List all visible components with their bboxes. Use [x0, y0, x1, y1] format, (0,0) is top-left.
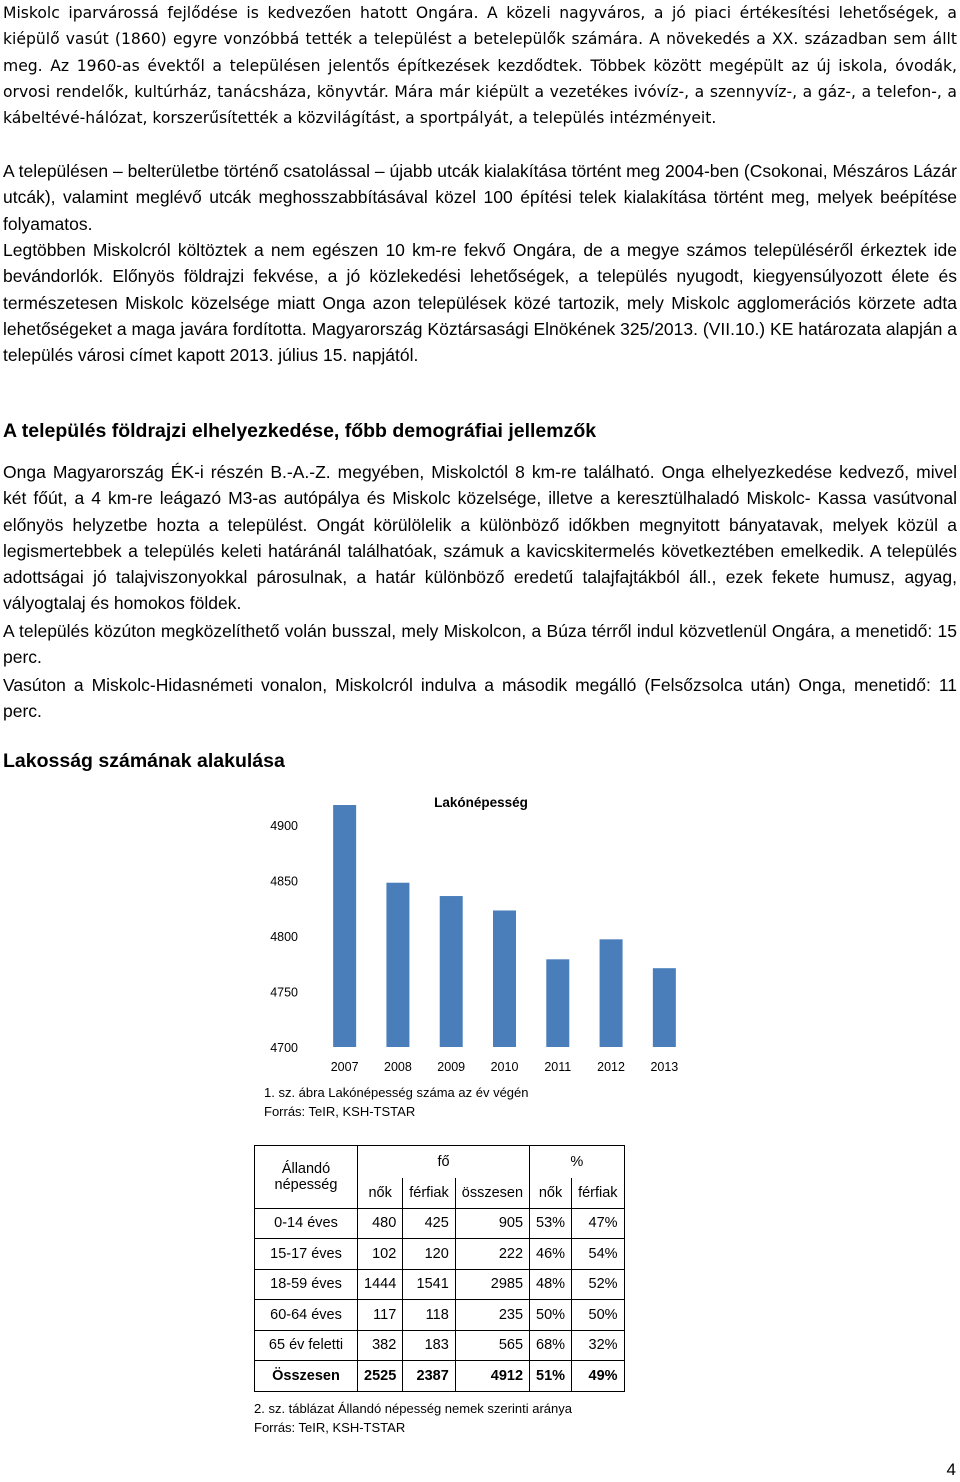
table-subheader: férfiak — [403, 1178, 456, 1208]
table-cell: 53% — [530, 1208, 572, 1239]
population-bar-chart — [3, 0, 960, 1090]
chart-source: Forrás: TeIR, KSH-TSTAR — [264, 1104, 416, 1119]
table-row-label: 15-17 éves — [255, 1239, 358, 1270]
table-row-label: 0-14 éves — [255, 1208, 358, 1239]
table-cell: 120 — [403, 1239, 456, 1270]
bar — [546, 959, 569, 1047]
intro-paragraph-1: Miskolc iparvárossá fejlődése is kedvezően hatott Ongára. A közeli nagyváros, a jó piaci értékesítési lehetőségek, a kiépülő vasút (1860) egyre vonzóbbá tették a települést a betelepülők számára. A növekedés a XX. században sem állt meg. Az 1960-as évektől a településen jelentős építkezések kezdődtek. Többek között megépült az új iskola, óvodák, orvosi rendelők, kultúrház, tanácsháza, könyvtár. Mára már kiépült a vezetékes ivóvíz-, a szennyvíz-, a gáz-, a telefon-, a kábeltévé-hálózat, korszerűsítették a közvilágítást, a sportpályát, a település intézményeit. — [3, 4, 957, 128]
table-total-row — [255, 1361, 625, 1392]
table-subheader: nők — [358, 1178, 403, 1208]
table-cell: 1444 — [358, 1269, 403, 1300]
y-tick-label: 4700 — [270, 1041, 298, 1055]
table-cell: 52% — [572, 1269, 625, 1300]
table-subheader: összesen — [455, 1178, 529, 1208]
x-tick-label: 2013 — [650, 1060, 679, 1074]
table-cell: 54% — [572, 1239, 625, 1270]
table-cell: 2387 — [403, 1361, 456, 1392]
table-corner-label: Állandó népesség — [255, 1146, 358, 1209]
section-heading-population: Lakosság számának alakulása — [3, 750, 285, 772]
table-cell: 47% — [572, 1208, 625, 1239]
chart-title: Lakónépesség — [434, 795, 528, 810]
table-cell: 222 — [455, 1239, 529, 1270]
y-tick-label: 4750 — [270, 985, 298, 1000]
bar — [440, 896, 463, 1047]
geo-paragraph-2: A település közúton megközelíthető volán busszal, mely Miskolcon, a Búza térről indul közvetlenül Ongára, a menetidő: 15 perc. — [3, 621, 957, 668]
table-cell: 1541 — [403, 1269, 456, 1300]
section-heading-geography: A település földrajzi elhelyezkedése, főbb demográfiai jellemzők — [3, 420, 597, 442]
x-tick-label: 2009 — [437, 1060, 466, 1074]
x-tick-label: 2010 — [490, 1060, 519, 1074]
x-tick-label: 2011 — [544, 1060, 572, 1074]
table-cell: 51% — [530, 1361, 572, 1392]
table-cell: 49% — [572, 1361, 625, 1392]
page-number: 4 — [946, 1460, 956, 1479]
table-group-fo: fő — [358, 1146, 530, 1179]
table-cell: 48% — [530, 1269, 572, 1300]
table-group-pct: % — [530, 1146, 625, 1179]
geo-paragraph-3: Vasúton a Miskolc-Hidasnémeti vonalon, Miskolcról indulva a második megálló (Felsőzsolca után) Onga, menetidő: 11 perc. — [3, 675, 957, 722]
table-cell: 46% — [530, 1239, 572, 1270]
x-tick-label: 2008 — [384, 1060, 412, 1074]
table-caption: 2. sz. táblázat Állandó népesség nemek szerinti aránya — [254, 1401, 572, 1416]
table-cell: 480 — [358, 1208, 403, 1239]
intro-paragraph-3: Legtöbben Miskolcról költöztek a nem egészen 10 km-re fekvő Ongára, de a megye számos településéről érkeztek ide bevándorlók. Előnyös földrajzi fekvése, a jó közlekedési lehetőségek, a település nyugodt, kiegyensúlyozott élete és természetesen Miskolc közelsége miatt Onga azon települések közé tartozik, mely Miskolc agglomerációs körzete adta lehetőségeket a maga javára fordította. Magyarország Köztársasági Elnökének 325/2013. (VII.10.) KE határozata alapján a település városi címet kapott 2013. július 15. napjától. — [3, 240, 957, 366]
table-cell: 565 — [455, 1330, 529, 1361]
bar — [600, 939, 623, 1047]
table-cell: 425 — [403, 1208, 456, 1239]
table-cell: 905 — [455, 1208, 529, 1239]
table-row — [255, 1239, 625, 1270]
population-table — [254, 1145, 625, 1392]
table-row-label: Összesen — [255, 1361, 358, 1392]
geo-paragraph-1: Onga Magyarország ÉK-i részén B.-A.-Z. megyében, Miskolctól 8 km-re található. Onga elhelyezkedése kedvező, mivel két főút, a 4 km-re leágazó M3-as autópálya és Miskolc közelsége, illetve a keresztülhaladó Miskolc- Kassa vasútvonal előnyös helyzetbe hozta a települést. Ongát körülölelik a különböző időkben megnyitott bányatavak, melyek közül a legismertebbek a település keleti határánál találhatóak, számuk a kavicskitermelés következtében emelkedik. A település adottságai jó talajviszonyokkal párosulnak, a határ különböző eredetű talajfajtákból áll., ezek fekete humusz, agyag, vályogtalaj és homokos földek. — [3, 462, 957, 614]
bar — [493, 910, 516, 1047]
table-cell: 50% — [572, 1300, 625, 1331]
y-tick-label: 4800 — [270, 930, 298, 944]
x-tick-label: 2007 — [330, 1060, 359, 1074]
table-cell: 4912 — [455, 1361, 529, 1392]
table-row-label: 18-59 éves — [255, 1269, 358, 1300]
table-row-label: 65 év feletti — [255, 1330, 358, 1361]
table-row — [255, 1330, 625, 1361]
table-row — [255, 1269, 625, 1300]
table-cell: 2525 — [358, 1361, 403, 1392]
table-subheader: nők — [530, 1178, 572, 1208]
table-cell: 235 — [455, 1300, 529, 1331]
table-row-label: 60-64 éves — [255, 1300, 358, 1331]
table-header-row — [255, 1146, 625, 1179]
bar — [386, 883, 409, 1047]
table-cell: 118 — [403, 1300, 456, 1331]
y-tick-label: 4850 — [270, 874, 298, 889]
bar — [653, 968, 676, 1047]
table-cell: 183 — [403, 1330, 456, 1361]
table-cell: 32% — [572, 1330, 625, 1361]
table-source: Forrás: TeIR, KSH-TSTAR — [254, 1420, 406, 1435]
table-cell: 50% — [530, 1300, 572, 1331]
chart-caption: 1. sz. ábra Lakónépesség száma az év végén — [264, 1085, 529, 1100]
table-cell: 382 — [358, 1330, 403, 1361]
table-cell: 117 — [358, 1300, 403, 1331]
table-cell: 102 — [358, 1239, 403, 1270]
intro-paragraph-2: A településen – belterületbe történő csatolással – újabb utcák kialakítása történt meg 2004-ben (Csokonai, Mészáros Lázár utcák), valamint meglévő utcák meghosszabbításával közel 100 építési telek kialakítása történt meg, melyek beépítése folyamatos. — [3, 161, 957, 234]
table-subheader: férfiak — [572, 1178, 625, 1208]
table-cell: 68% — [530, 1330, 572, 1361]
table-row — [255, 1208, 625, 1239]
x-tick-label: 2012 — [597, 1060, 625, 1074]
bar — [333, 805, 356, 1047]
table-row — [255, 1300, 625, 1331]
y-tick-label: 4900 — [270, 819, 298, 833]
table-cell: 2985 — [455, 1269, 529, 1300]
